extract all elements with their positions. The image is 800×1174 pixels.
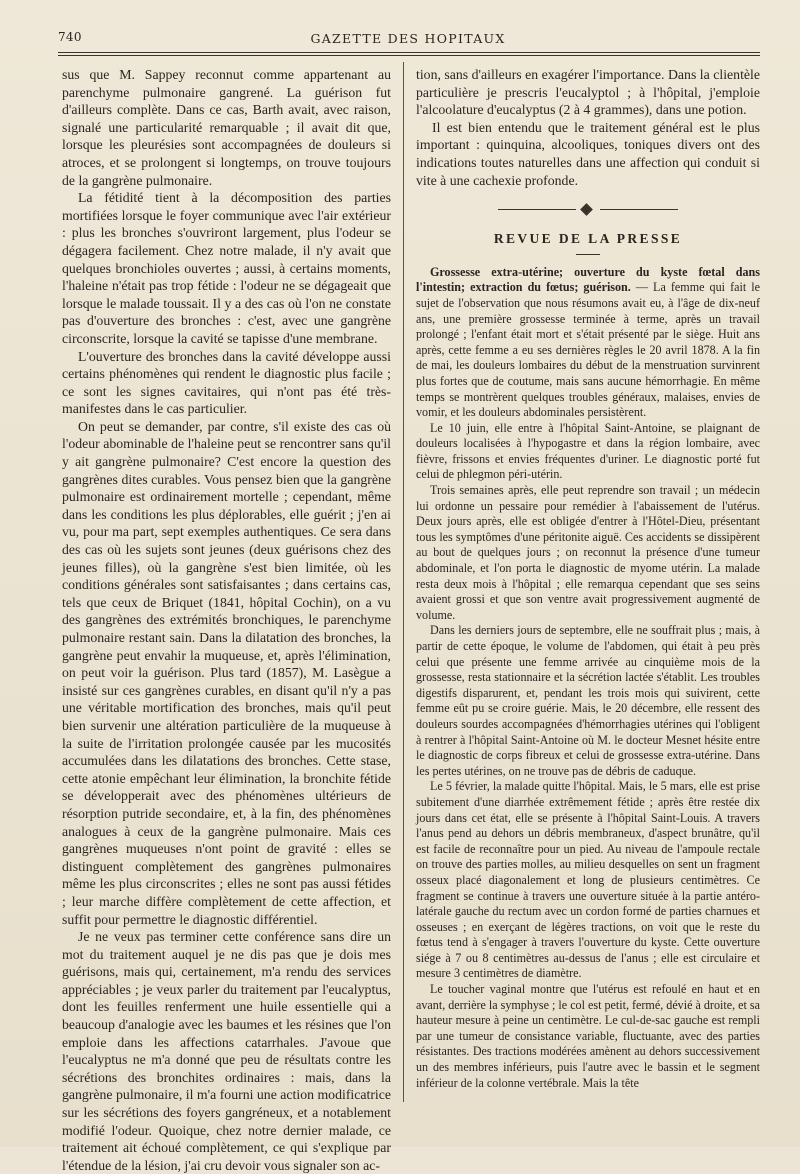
article-lead	[416, 265, 760, 421]
paragraph: Le 10 juin, elle entre à l'hôpital Saint-Antoine, se plaignant de douleurs localisées à l'hypogastre et dans la région lombaire, avec fièvre, frissons et envies fréquentes d'uriner. Le diagnostic porté fut celui de phlegmon péri-utérin.	[416, 420, 760, 482]
page-number: 740	[58, 30, 82, 44]
section-title: REVUE DE LA PRESSE	[493, 231, 683, 247]
paragraph: Dans les derniers jours de septembre, elle ne souffrait plus ; mais, à partir de cette époque, le volume de l'abdomen, qui était à peu près celui que présente une femme arrivée au cinquième mois de la grossesse, resta stationnaire et la sécrétion lactée s'établit. Les troubles digestifs disparurent, et, pendant les trois mois qui suivirent, cette femme eût pu se croire guérie. Mais, le 20 décembre, elle ressent des douleurs sourdes accompagnées d'hémorrhagies utérines qui l'obligent à rentrer à l'hôpital Saint-Antoine où M. le docteur Mesnet hésite entre le diagnostic de corps fibreux et celui de grossesse extra-utérine. Dans les pertes utérines, on ne trouve pas de débris de caduque.	[416, 623, 760, 778]
diamond-icon	[580, 203, 593, 216]
right-column	[416, 66, 760, 1091]
paragraph: Je ne veux pas terminer cette conférence sans dire un mot du traitement auquel je ne dis pas que je dois mes guérisons, mais qui, certainement, m'a rendu des services appréciables ; je veux parler du traitement par l'eucalyptus, dont les feuilles renferment une huile essentielle qui a beaucoup d'analogie avec les baumes et les résines que l'on emploie dans les affections catarrhales. J'avoue que l'eucalyptus ne m'a donné que peu de résultats contre les sécrétions des bronchites ordinaires : mais, dans la gangrène pulmonaire, il m'a fourni une action modificatrice sur les sécrétions des foyers gangréneux, et a notablement modifié l'odeur. Quoique, chez notre dernier malade, ce traitement ait échoué complètement, ce qui s'explique par l'étendue de la lésion, j'ai cru devoir vous signaler son ac-	[62, 929, 391, 1173]
article-title: Grossesse extra-utérine; ouverture du kyste fœtal dans l'intestin; extraction du fœtus; guérison.	[416, 264, 760, 295]
ornament-line	[600, 209, 678, 210]
section-ornament	[416, 200, 760, 220]
paragraph: tion, sans d'ailleurs en exagérer l'importance. Dans la clientèle particulière je prescris l'eucalyptol ; à l'hôpital, j'emploie l'alcoolature d'eucalyptus (2 à 4 grammes), dans une potion.	[416, 67, 760, 118]
paragraph: Le 5 février, la malade quitte l'hôpital. Mais, le 5 mars, elle est prise subitement d'une diarrhée extrêmement fétide ; après être restée dix jours dans cet état, elle se présente à l'hôpital Saint-Louis. A travers l'anus pend au dehors un débris membraneux, d'aspect brunâtre, qu'il est facile de reconnaître pour un pied. Au niveau de l'ampoule rectale on trouve des parties molles, au milieu desquelles on sent un fragment osseux placé diagonalement et long de plusieurs centimètres. Ce fragment se continue à travers une ouverture située à la partie antéro-latérale gauche du rectum avec un cordon formé de parties charnues et osseuses ; en exerçant de légères tractions, on voit que le reste du fœtus tend à s'engager à travers l'ouverture du kyste. Cette ouverture siége à 7 ou 8 centimètres au-dessus de l'anus ; elle est circulaire et mesure 3 centimètres de diamètre.	[416, 779, 760, 981]
ornament-line	[498, 209, 576, 210]
paragraph: Trois semaines après, elle peut reprendre son travail ; un médecin lui ordonne un pessaire pour remédier à l'abaissement de l'utérus. Deux jours après, elle est obligée d'entrer à l'Hôtel-Dieu, présentant tous les symptômes d'une péritonite aiguë. Ces accidents se dissipèrent au bout de quelques jours ; on reconnut la présence d'une tumeur abdominale, et l'on porta le diagnostic de myome utérin. La malade resta deux mois à l'hôpital ; elle remarqua cependant que ses seins avaient grossi et que son ventre avait progressivement augmenté de volume.	[416, 483, 760, 622]
header-rule	[58, 52, 760, 56]
paragraph: L'ouverture des bronches dans la cavité développe aussi certains phénomènes qui rendent le diagnostic plus facile ; ce sont les signes cavitaires, qui n'ont pas été très-manifestes dans le cas particulier.	[62, 348, 391, 417]
article-first-paragraph: — La femme qui fait le sujet de l'observation que nous résumons avait eu, à l'âge de dix-neuf ans, une première grossesse terminée à terme, après un travail prolongé ; l'enfant était mort et s'était présenté par le siège. Huit ans après, cette femme a eu ses dernières règles le 20 avril 1878. A la fin de mai, les douleurs lombaires du début de la menstruation survinrent plus fortes que de coutume, mais sans aucune hémorrhagie. En même temps se montrèrent quelques troubles généraux, malaises, envies de vomir, et les douleurs abdominales persistèrent.	[416, 280, 760, 420]
paragraph: On peut se demander, par contre, s'il existe des cas où l'odeur abominable de l'haleine peut se rencontrer sans qu'il y ait gangrène pulmonaire? C'est encore la question des gangrènes dites curables. Vous pensez bien que la gangrène pulmonaire est ordinairement mortelle ; cependant, même dans les conditions les plus déplorables, elle guérit ; j'en ai vu, pour ma part, sept exemples authentiques. Ce sera dans des cas où les sujets sont jeunes (deux guérisons chez des jeunes filles), où la gangrène s'est bien limitée, où les conditions générales sont satisfaisantes ; dans certains cas, tels que ceux de Briquet (1841, hôpital Cochin), on a vu des gangrènes des extrémités bronchiques, le parenchyme pulmonaire restant sain. Dans la dilatation des bronches, la gangrène peut envahir la muqueuse, et, après l'élimination, on peut voir la guérison. Plus tard (1857), M. Lasègue a insisté sur ces gangrènes curables, en disant qu'il n'y a pas une véritable mortification des bronches, mais qu'il peut bien survenir une altération particulière de la muqueuse à la suite de l'irritation prolongée causée par les mucosités accumulées dans les dilatations des bronches. Cette stase, cette atonie empêchant leur élimination, la bronchite fétide se développerait avec des phénomènes ultérieurs de résorption putride secondaire, et, à la fin, des phénomènes analogues à ceux de la gangrène pulmonaire. Mais ces gangrènes muqueuses n'ont point de gravité : elles se distinguent complètement des gangrènes pulmonaires même les plus circonscrites ; elles ne sont pas aussi fétides ; leur marche diffère complètement de cette affection, et suffit pour permettre le diagnostic différentiel.	[62, 418, 391, 927]
column-divider	[403, 62, 404, 1102]
left-column	[62, 66, 391, 1174]
paragraph: sus que M. Sappey reconnut comme appartenant au parenchyme pulmonaire gangrené. La guérison fut d'ailleurs complète. Dans ce cas, Barth avait, avec raison, signalé une particularité remarquable ; il avait dit que, lorsque les pleurésies sont accompagnées de douleurs si atroces, et se prolongent si longtemps, on trouve toujours de la gangrène pulmonaire.	[62, 67, 391, 188]
paragraph: Il est bien entendu que le traitement général est le plus important : quinquina, alcooliques, toniques divers ont des indications toutes naturelles dans une affection qui conduit si vite à une cachexie profonde.	[416, 119, 760, 188]
press-review	[416, 265, 760, 1091]
section-rule	[576, 254, 600, 255]
journal-title: GAZETTE DES HOPITAUX	[310, 31, 506, 46]
paragraph: La fétidité tient à la décomposition des parties mortifiées lorsque le foyer communique avec l'air extérieur : plus les bronches s'ouvriront largement, plus l'odeur se dégagera facilement. Chez notre malade, il n'y avait que quelques bronchioles ouvertes ; aussi, à certains moments, l'haleine n'était pas trop fétide : l'odeur ne se dégageait que lorsque le malade toussait. Il y a des cas où l'on ne constate pas d'ouverture des bronches : c'est, avec une gangrène circonscrite, lorsque la cavité se tapisse d'une membrane.	[62, 190, 391, 346]
page-header	[58, 30, 758, 50]
paragraph: Le toucher vaginal montre que l'utérus est refoulé en haut et en avant, derrière la symphyse ; le col est petit, fermé, dévié à droite, et sa hauteur mesure à peine un centimètre. Le cul-de-sac gauche est rempli par une tumeur de consistance variable, fluctuante, avec des parties résistantes. Des tractions modérées amènent au dehors successivement un des membres inférieurs, puis l'autre avec le bassin et le segment inférieur de la colonne vertébrale. Mais la tête	[416, 982, 760, 1090]
